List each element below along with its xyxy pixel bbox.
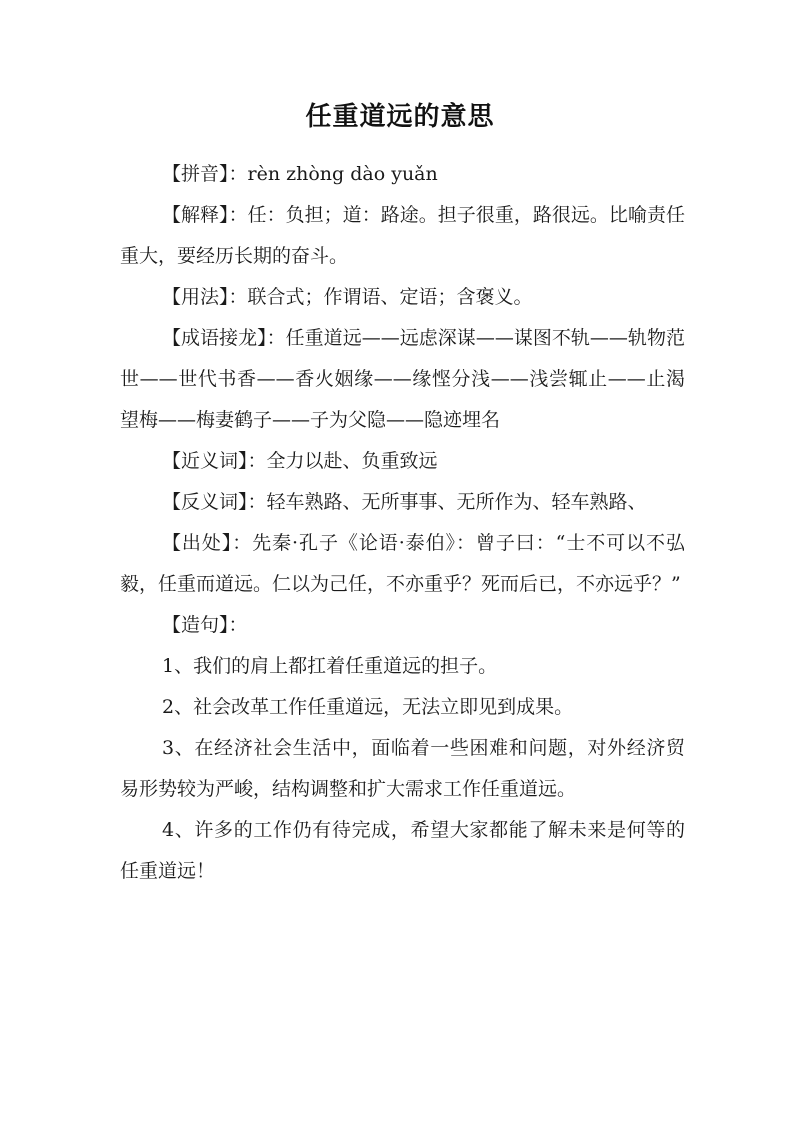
source-paragraph (120, 523, 685, 605)
pinyin-paragraph (120, 154, 685, 195)
usage-text: 联合式；作谓语、定语；含褒义。 (247, 286, 533, 308)
usage-label: 【用法】： (162, 286, 248, 308)
antonyms-text: 轻车熟路、无所事事、无所作为、轻车熟路、 (266, 491, 647, 513)
antonyms-label: 【反义词】： (162, 491, 267, 513)
example-sentence-2: 2、社会改革工作任重道远，无法立即见到成果。 (162, 696, 574, 718)
explanation-text: 任：负担；道：路途。担子很重，路很远。比喻责任重大，要经历长期的奋斗。 (120, 204, 685, 267)
pinyin-text: rèn zhòng dào yuǎn (247, 163, 438, 185)
antonyms-paragraph (120, 482, 685, 523)
source-label: 【出处】： (162, 532, 253, 554)
idiom-chain-paragraph (120, 318, 685, 441)
pinyin-label: 【拼音】： (162, 163, 248, 185)
synonyms-text: 全力以赴、负重致远 (266, 450, 438, 472)
explanation-label: 【解释】： (162, 204, 248, 226)
synonyms-label: 【近义词】： (162, 450, 267, 472)
explanation-paragraph (120, 195, 685, 277)
idiom-chain-label: 【成语接龙】： (162, 327, 286, 349)
source-text: 先秦·孔子《论语·泰伯》：曾子曰：“士不可以不弘毅，任重而道远。仁以为己任，不亦重乎？死而后已，不亦远乎？” (120, 532, 685, 595)
usage-paragraph (120, 277, 685, 318)
example-sentence-4: 4、许多的工作仍有待完成，希望大家都能了解未来是何等的任重道远！ (120, 819, 685, 882)
page-title: 任重道远的意思 (305, 102, 495, 132)
synonyms-paragraph (120, 441, 685, 482)
examples-label: 【造句】： (162, 614, 248, 636)
examples-heading (120, 605, 685, 646)
document-body (120, 154, 685, 892)
idiom-chain-text: 任重道远——远虑深谋——谋图不轨——轨物范世——世代书香——香火姻缘——缘悭分浅——浅尝辄止——止渴望梅——梅妻鹤子——子为父隐——隐迹埋名 (120, 327, 685, 431)
example-sentence-1: 1、我们的肩上都扛着任重道远的担子。 (162, 655, 498, 677)
example-sentence-3: 3、在经济社会生活中，面临着一些困难和问题，对外经济贸易形势较为严峻，结构调整和扩大需求工作任重道远。 (120, 737, 685, 800)
